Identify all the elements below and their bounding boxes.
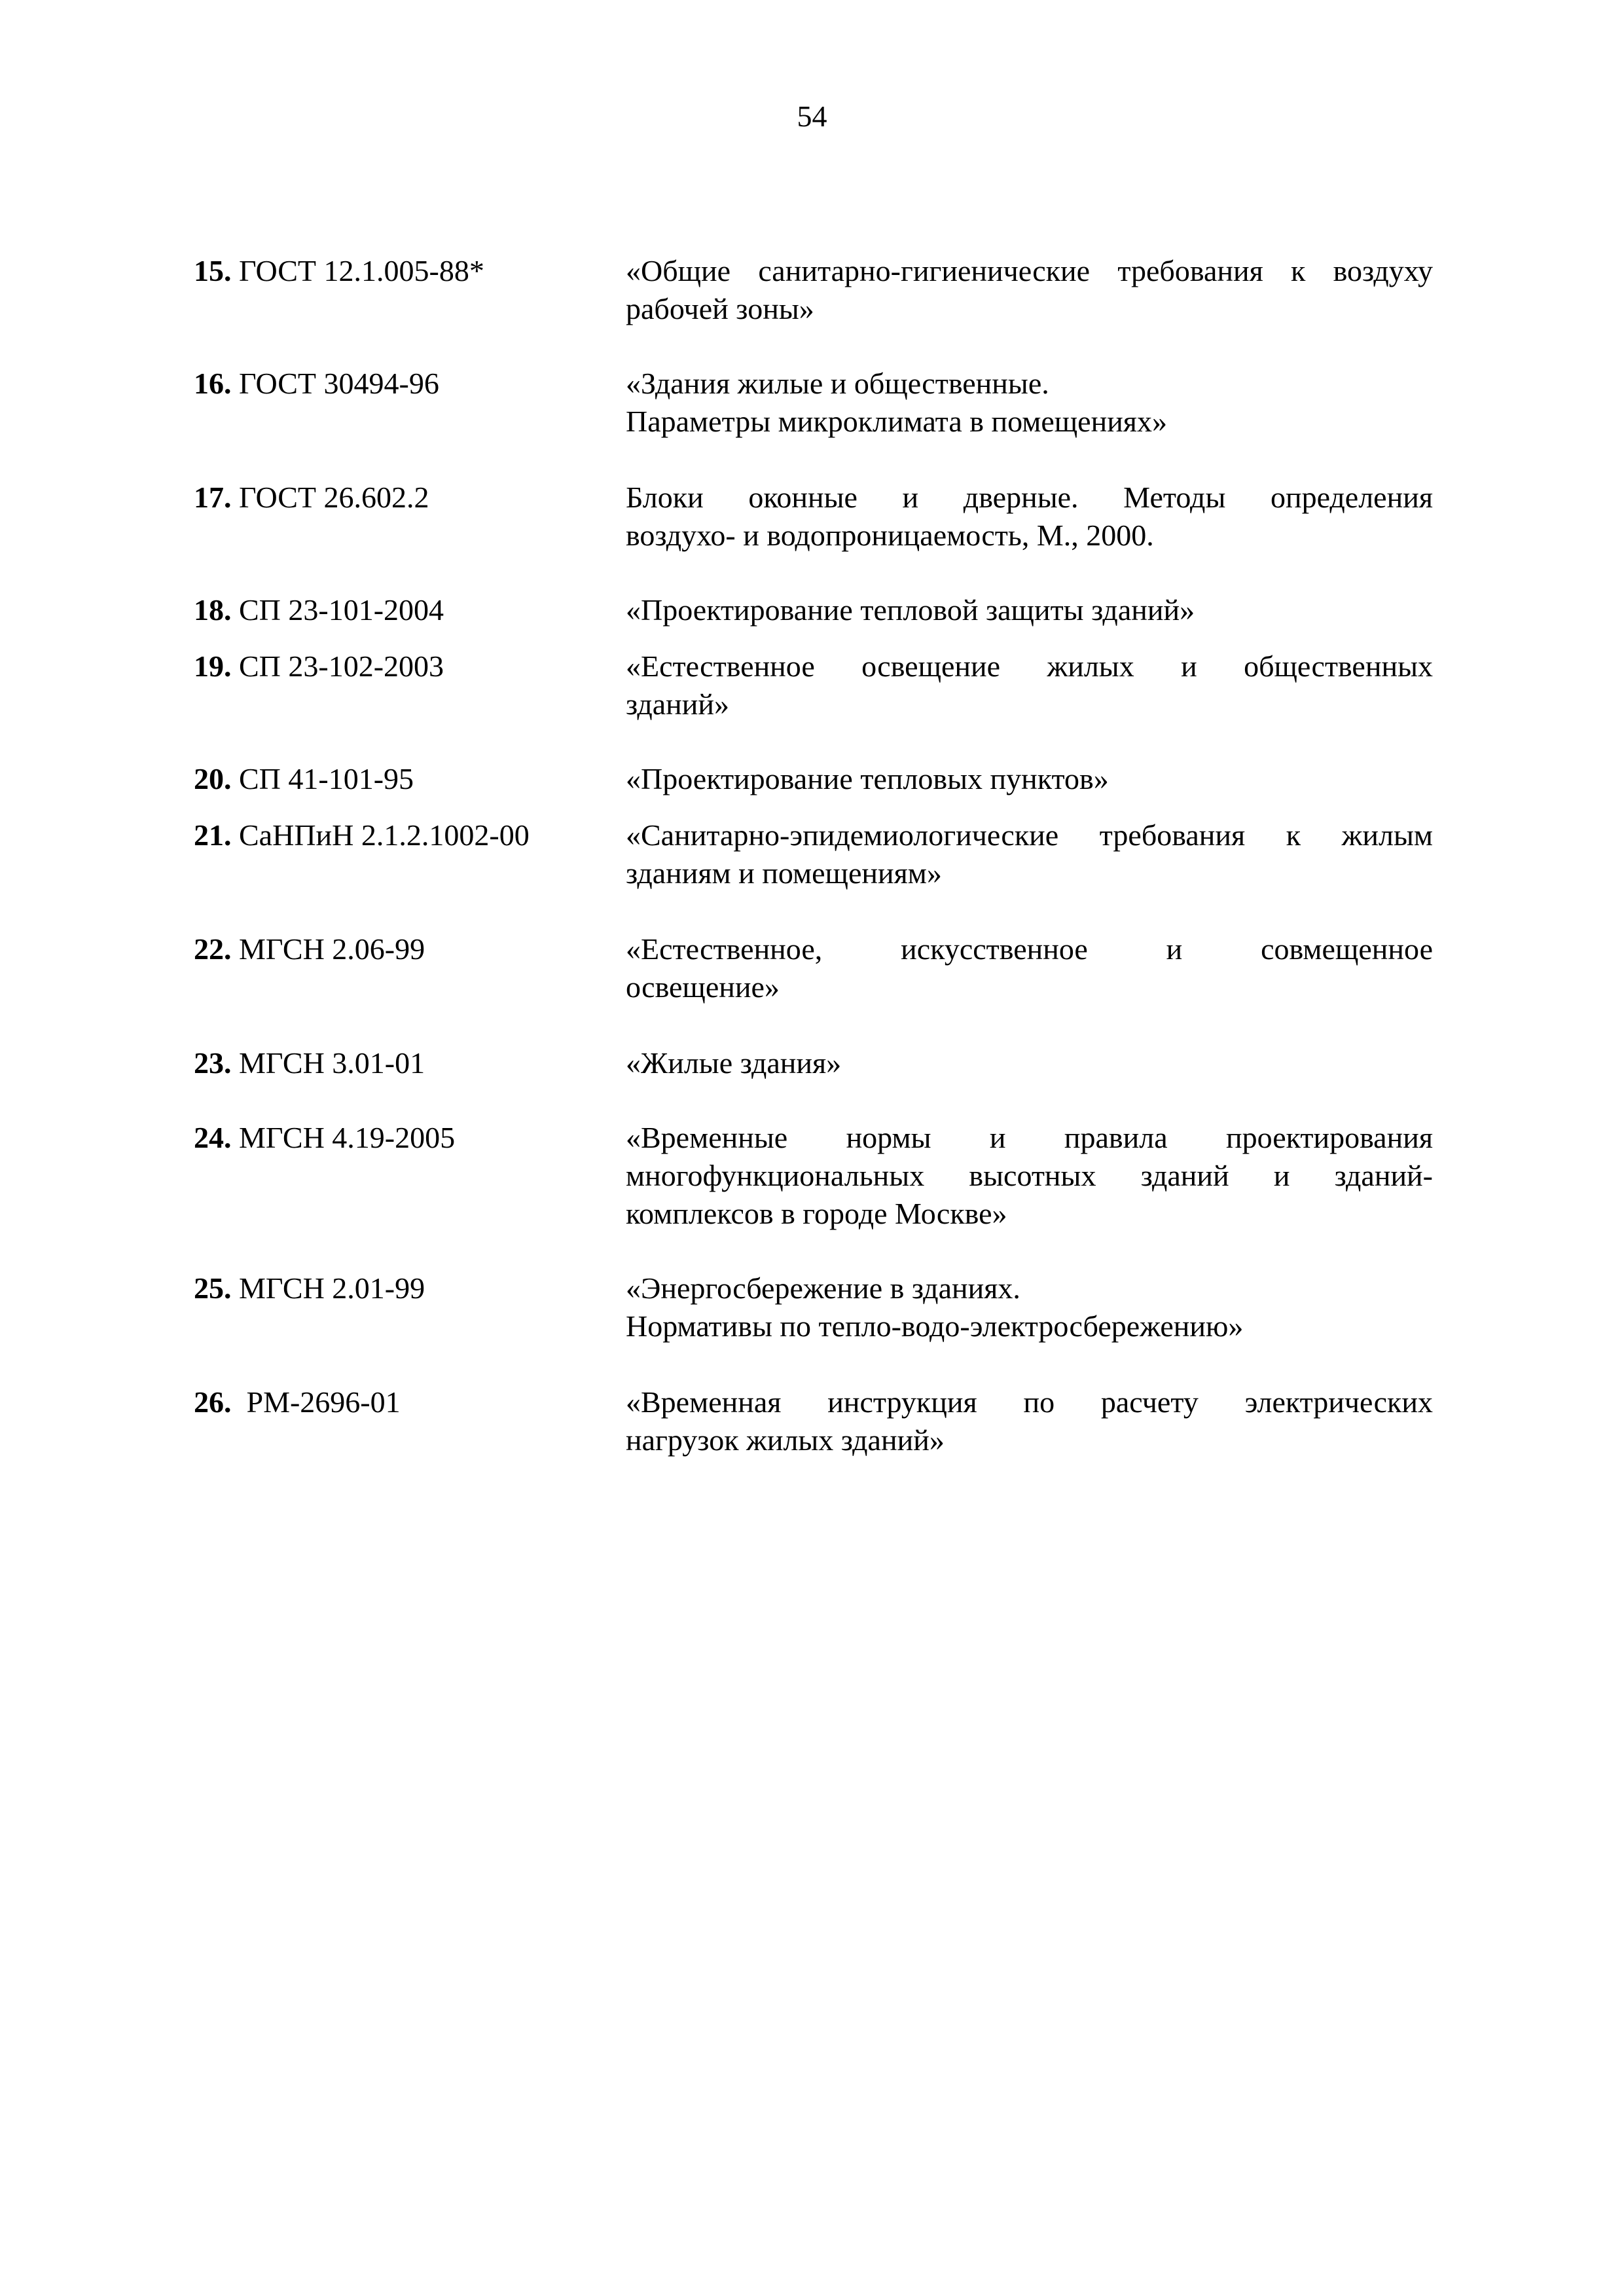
- reference-title-line: «Проектирование тепловой защиты зданий»: [626, 593, 1195, 627]
- reference-title: [626, 1119, 1433, 1233]
- reference-title: [626, 1383, 1433, 1459]
- reference-code-text: СП 23-102-2003: [239, 649, 444, 683]
- reference-title-line: рабочей зоны»: [626, 292, 814, 325]
- reference-code: [194, 816, 530, 854]
- reference-code-text: СаНПиН 2.1.2.1002-00: [239, 818, 530, 852]
- reference-number: 20.: [194, 762, 232, 795]
- reference-code: [194, 1044, 425, 1082]
- reference-code-text: МГСН 2.01-99: [239, 1271, 425, 1305]
- reference-title-line: многофункциональных высотных зданий и зданий-: [626, 1159, 1433, 1192]
- reference-title-line: воздухо- и водопроницаемость, М., 2000.: [626, 519, 1154, 552]
- reference-code: [194, 252, 484, 290]
- reference-code-text: МГСН 4.19-2005: [239, 1121, 456, 1154]
- reference-title-line: комплексов в городе Москве»: [626, 1197, 1007, 1230]
- reference-title-line: «Естественное освещение жилых и общественных: [626, 649, 1433, 683]
- reference-code-text: ГОСТ 30494-96: [239, 367, 439, 400]
- reference-code-text: ГОСТ 12.1.005-88*: [239, 254, 484, 287]
- reference-title-line: нагрузок жилых зданий»: [626, 1423, 945, 1457]
- reference-title-line: «Временная инструкция по расчету электрических: [626, 1385, 1433, 1419]
- reference-title-line: зданий»: [626, 687, 730, 721]
- reference-number: 26.: [194, 1385, 232, 1419]
- reference-title-line: Блоки оконные и дверные. Методы определения: [626, 481, 1433, 514]
- reference-number: 17.: [194, 481, 232, 514]
- reference-code: [194, 1119, 455, 1157]
- reference-title: [626, 930, 1433, 1006]
- reference-title-line: освещение»: [626, 970, 780, 1004]
- page-number: 54: [797, 100, 827, 133]
- reference-title-line: зданиям и помещениям»: [626, 856, 942, 890]
- reference-title: [626, 591, 1433, 629]
- reference-title-line: «Энергосбережение в зданиях.: [626, 1271, 1020, 1305]
- reference-title: [626, 252, 1433, 328]
- reference-code: [194, 365, 439, 403]
- reference-code: [194, 647, 444, 685]
- reference-code-text: ГОСТ 26.602.2: [239, 481, 429, 514]
- reference-code: [194, 1383, 401, 1421]
- reference-title: [626, 816, 1433, 892]
- reference-title-line: Параметры микроклимата в помещениях»: [626, 405, 1167, 438]
- reference-number: 18.: [194, 593, 232, 627]
- reference-title: [626, 647, 1433, 723]
- reference-title-line: «Общие санитарно-гигиенические требования к воздуху: [626, 254, 1433, 287]
- reference-code: [194, 760, 414, 798]
- reference-code-text: СП 41-101-95: [239, 762, 414, 795]
- reference-title-line: Нормативы по тепло-водо-электросбережению»: [626, 1309, 1244, 1343]
- reference-number: 19.: [194, 649, 232, 683]
- reference-number: 23.: [194, 1046, 232, 1080]
- reference-code: [194, 1269, 425, 1307]
- reference-title-line: «Естественное, искусственное и совмещенное: [626, 932, 1433, 966]
- reference-code-text: СП 23-101-2004: [239, 593, 444, 627]
- reference-title: [626, 365, 1433, 441]
- reference-title-line: «Санитарно-эпидемиологические требования к жилым: [626, 818, 1433, 852]
- reference-title-line: «Временные нормы и правила проектирования: [626, 1121, 1433, 1154]
- reference-number: 24.: [194, 1121, 232, 1154]
- reference-number: 25.: [194, 1271, 232, 1305]
- reference-title: [626, 479, 1433, 555]
- reference-code: [194, 591, 444, 629]
- reference-title: [626, 1269, 1433, 1345]
- reference-code-text: МГСН 2.06-99: [239, 932, 425, 966]
- reference-title: [626, 1044, 1433, 1082]
- reference-number: 21.: [194, 818, 232, 852]
- reference-number: 15.: [194, 254, 232, 287]
- reference-code: [194, 930, 425, 968]
- reference-title: [626, 760, 1433, 798]
- reference-number: 22.: [194, 932, 232, 966]
- reference-title-line: «Проектирование тепловых пунктов»: [626, 762, 1109, 795]
- reference-title-line: «Жилые здания»: [626, 1046, 842, 1080]
- reference-code-text: РМ-2696-01: [246, 1385, 401, 1419]
- reference-number: 16.: [194, 367, 232, 400]
- reference-code-text: МГСН 3.01-01: [239, 1046, 425, 1080]
- reference-title-line: «Здания жилые и общественные.: [626, 367, 1049, 400]
- reference-code: [194, 479, 429, 517]
